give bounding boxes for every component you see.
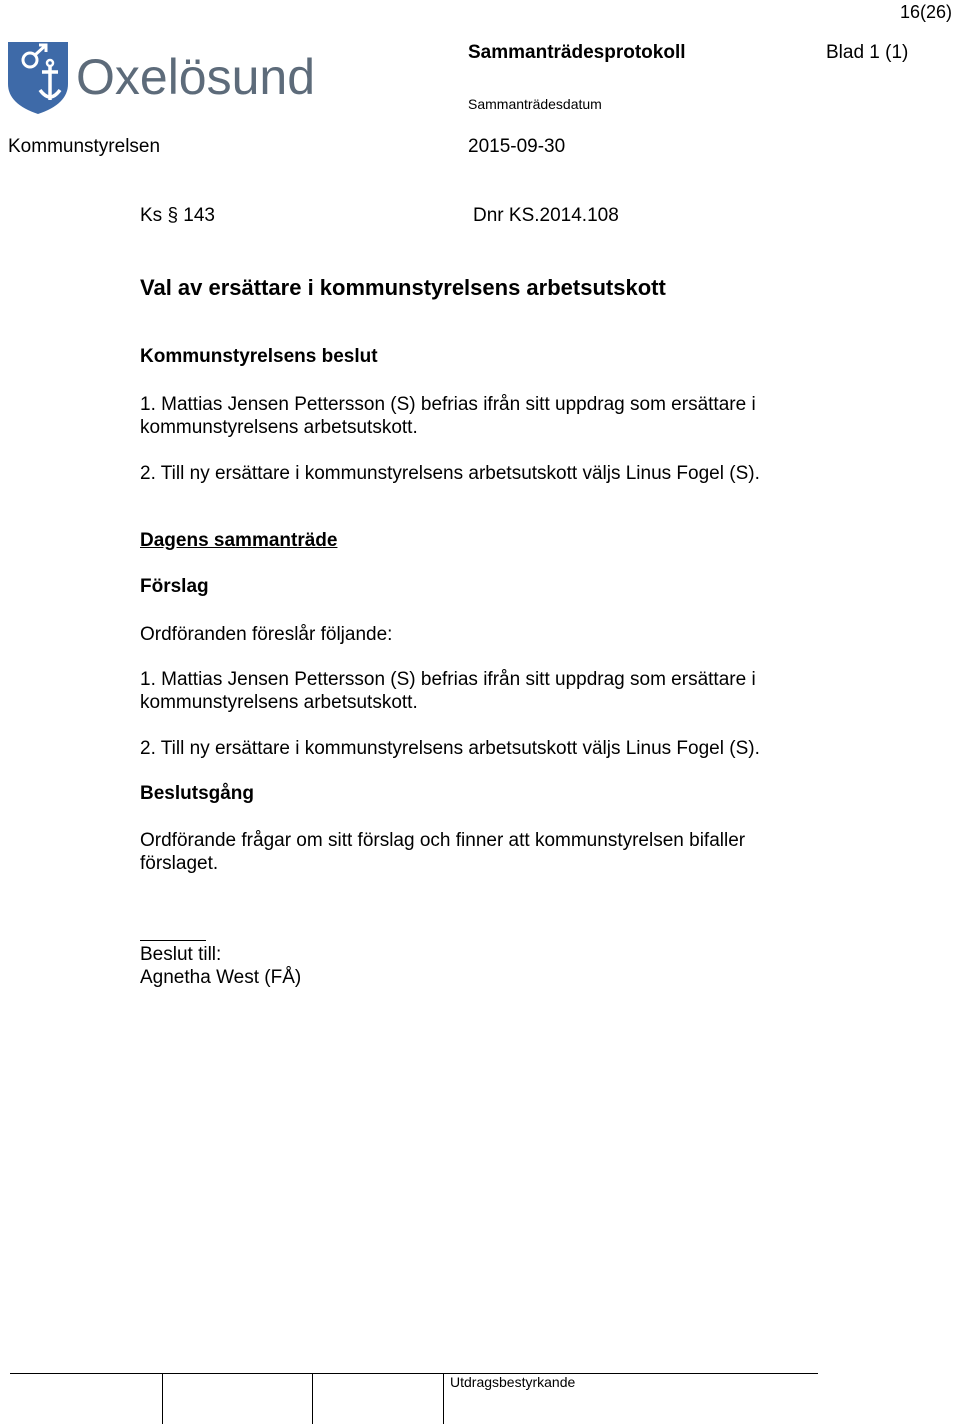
page-title: Val av ersättare i kommunstyrelsens arbetsutskott: [140, 275, 666, 300]
meeting-heading: Dagens sammanträde: [140, 530, 338, 551]
proposal-item-1: 1. Mattias Jensen Pettersson (S) befrias ifrån sitt uppdrag som ersättare i kommunstyrelsens arbetsutskott.: [140, 669, 756, 713]
signature-box-divider: [443, 1373, 444, 1424]
governing-body: Kommunstyrelsen: [8, 136, 161, 157]
proposal-heading: Förslag: [140, 576, 209, 597]
process-heading: Beslutsgång: [140, 783, 255, 804]
meeting-date: 2015-09-30: [468, 136, 566, 157]
decision-item-2: 2. Till ny ersättare i kommunstyrelsens arbetsutskott väljs Linus Fogel (S).: [140, 463, 760, 484]
page-number: 16(26): [899, 2, 952, 22]
proposal-intro: Ordföranden föreslår följande:: [140, 624, 393, 645]
decision-heading: Kommunstyrelsens beslut: [140, 346, 378, 367]
logo-wordmark: Oxelösund: [76, 49, 316, 105]
sheet-number: Blad 1 (1): [826, 42, 909, 63]
coat-of-arms-icon: [8, 42, 68, 114]
footer-rule: [10, 1373, 818, 1374]
distribution-divider: [140, 940, 206, 941]
distribution-recipient: Agnetha West (FÅ): [140, 967, 302, 988]
process-text: Ordförande frågar om sitt förslag och finner att kommunstyrelsen bifaller förslaget.: [140, 830, 746, 874]
proposal-item-2: 2. Till ny ersättare i kommunstyrelsens arbetsutskott väljs Linus Fogel (S).: [140, 738, 760, 759]
meeting-date-label: Sammanträdesdatum: [468, 96, 602, 112]
certification-label: Utdragsbestyrkande: [450, 1374, 576, 1390]
diary-number: Dnr KS.2014.108: [473, 205, 619, 226]
signature-box-divider: [162, 1373, 163, 1424]
document-type: Sammanträdesprotokoll: [468, 42, 686, 63]
distribution-label: Beslut till:: [140, 944, 222, 965]
decision-item-1: 1. Mattias Jensen Pettersson (S) befrias ifrån sitt uppdrag som ersättare i kommunstyrelsens arbetsutskott.: [140, 394, 756, 438]
signature-box-divider: [312, 1373, 313, 1424]
municipality-logo: [6, 40, 322, 116]
case-paragraph-number: Ks § 143: [140, 205, 215, 226]
